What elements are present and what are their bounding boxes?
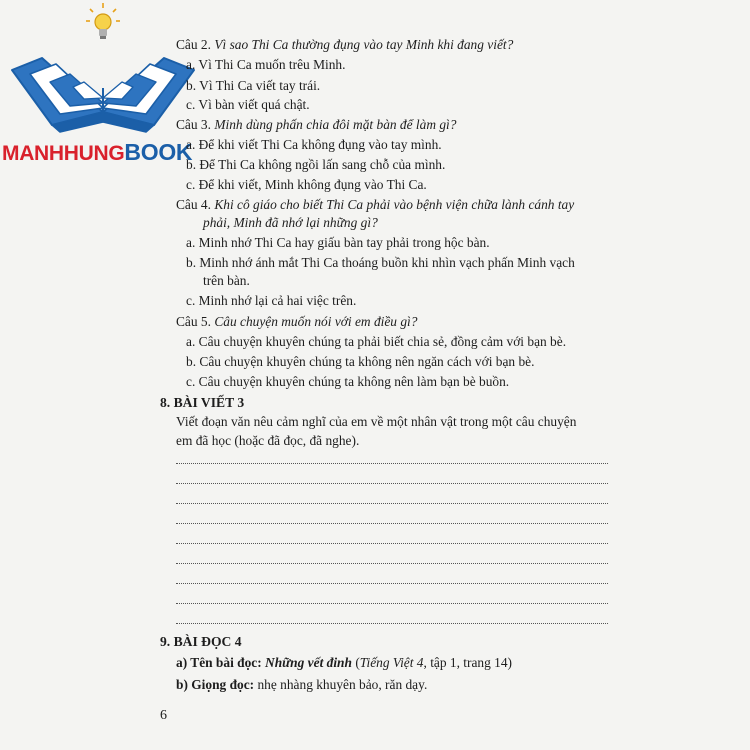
writing-line[interactable] — [176, 503, 608, 504]
writing-line[interactable] — [176, 523, 608, 524]
writing-line[interactable] — [176, 483, 608, 484]
q2-option-b: b. Vì Thi Ca viết tay trái. — [186, 78, 321, 93]
q2-option-c: c. Vì bàn viết quá chật. — [186, 97, 310, 112]
page-number: 6 — [160, 708, 167, 723]
q5-option-a: a. Câu chuyện khuyên chúng ta phải biết chia sẻ, đồng cảm với bạn bè. — [186, 334, 567, 349]
writing-line[interactable] — [176, 563, 608, 564]
q2-option-a: a. Vì Thi Ca muốn trêu Minh. — [186, 57, 346, 72]
q4-option-c: c. Minh nhớ lại cả hai việc trên. — [186, 293, 357, 308]
q3-option-a: a. Để khi viết Thi Ca không đụng vào tay mình. — [186, 137, 442, 152]
writing-line[interactable] — [176, 543, 608, 544]
section-8-prompt: Viết đoạn văn nêu cảm nghĩ của em về một nhân vật trong một câu chuyện — [176, 414, 577, 429]
section-9-voice-line: b) Giọng đọc: nhẹ nhàng khuyên bảo, răn dạy. — [176, 677, 428, 692]
section-8-heading: 8. BÀI VIẾT 3 — [160, 395, 245, 410]
writing-line[interactable] — [176, 463, 608, 464]
section-9-title-line: a) Tên bài đọc: Những vết đinh (Tiếng Việt 4, tập 1, trang 14) — [176, 655, 513, 670]
q4-option-a: a. Minh nhớ Thi Ca hay giấu bàn tay phải trong hộc bàn. — [186, 235, 490, 250]
writing-line[interactable] — [176, 623, 608, 624]
question-5: Câu 5. Câu chuyện muốn nói với em điều gì? — [176, 314, 418, 329]
brand-logo-text: MANHHUNGBOOK — [2, 139, 193, 165]
question-4-continued: phải, Minh đã nhớ lại những gì? — [203, 215, 378, 230]
question-3: Câu 3. Minh dùng phấn chia đôi mặt bàn để làm gì? — [176, 117, 457, 132]
q5-option-b: b. Câu chuyện khuyên chúng ta không nên ngăn cách với bạn bè. — [186, 354, 535, 369]
q4-option-b-continued: trên bàn. — [203, 273, 250, 288]
section-8-prompt-continued: em đã học (hoặc đã đọc, đã nghe). — [176, 433, 360, 448]
question-2: Câu 2. Vì sao Thi Ca thường đụng vào tay Minh khi đang viết? — [176, 37, 514, 52]
q5-option-c: c. Câu chuyện khuyên chúng ta không nên làm bạn bè buồn. — [186, 374, 510, 389]
section-9-heading: 9. BÀI ĐỌC 4 — [160, 634, 242, 649]
question-4: Câu 4. Khi cô giáo cho biết Thi Ca phải vào bệnh viện chữa lành cánh tay — [176, 197, 575, 212]
q3-option-c: c. Để khi viết, Minh không đụng vào Thi Ca. — [186, 177, 427, 192]
q3-option-b: b. Để Thi Ca không ngồi lấn sang chỗ của mình. — [186, 157, 446, 172]
writing-line[interactable] — [176, 583, 608, 584]
q4-option-b: b. Minh nhớ ánh mắt Thi Ca thoáng buồn khi nhìn vạch phấn Minh vạch — [186, 255, 575, 270]
writing-line[interactable] — [176, 603, 608, 604]
